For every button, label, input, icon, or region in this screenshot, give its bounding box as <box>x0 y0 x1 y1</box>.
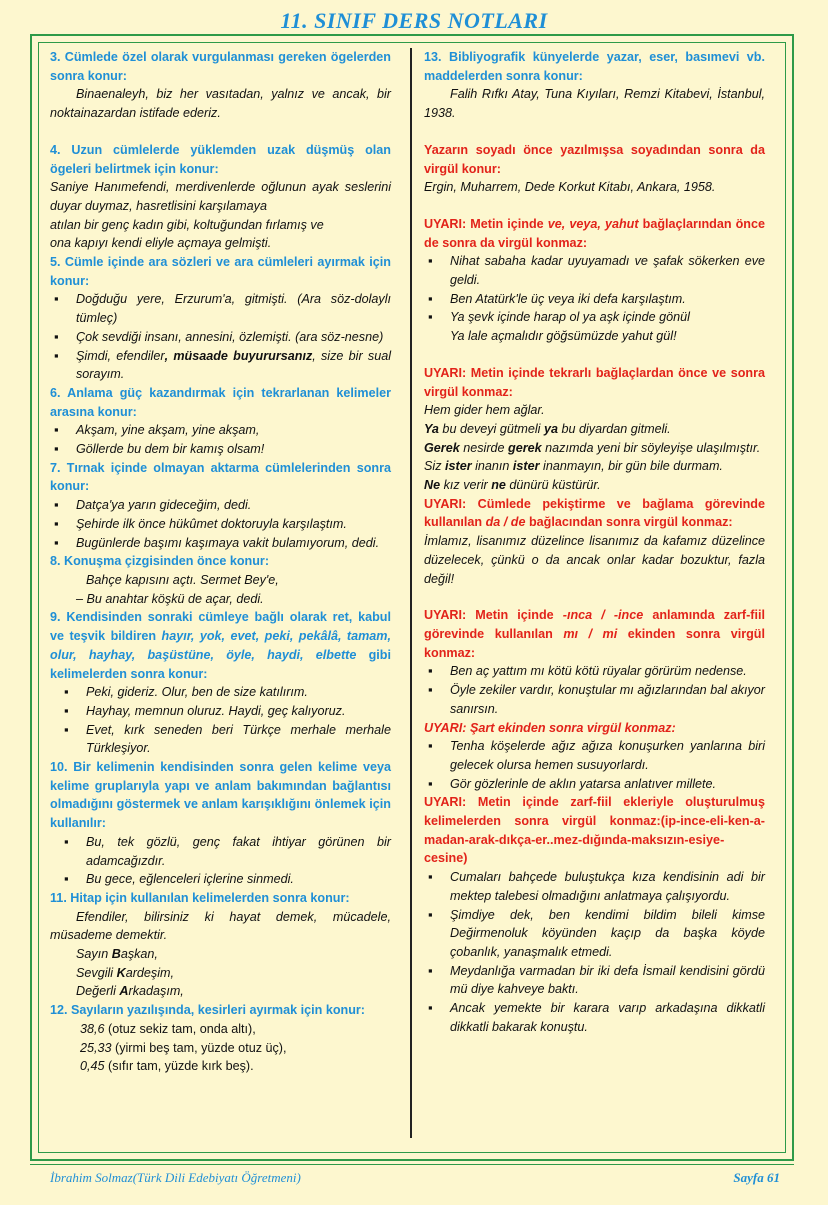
rule-3-example: Binaenaleyh, biz her vasıtadan, yalnız ve ancak, bir noktainazardan istifade ederiz. <box>50 87 391 121</box>
address-2: Sevgili Kardeşim, <box>76 965 175 980</box>
footer-author: İbrahim Solmaz(Türk Dili Edebiyatı Öğretmeni) <box>50 1170 301 1185</box>
list-item: ▪ Öyle zekiler vardır, konuştular mı ağızlarından bal akıyor sanırsın. <box>424 681 765 718</box>
number-3: 0,45 (sıfır tam, yüzde kırk beş). <box>80 1059 254 1074</box>
warning-6-heading: UYARI: Metin içinde zarf-fiil ekleriyle oluşturulmuş kelimelerden sonra virgül konmaz:(ip-ince-eli-ken-a-madan-arak-dıkça-er..mez-dığında-maksızın-esiye-cesine) <box>424 795 765 866</box>
warning-4-heading: UYARI: Metin içinde -ınca / -ince anlamında zarf-fiil görevinde kullanılan mı / mi ekinden sonra virgül konmaz: <box>424 608 765 660</box>
list-item: ▪ Cumaları bahçede buluştukça kıza kendisinin adi bir mektep talebesi olmadığını anlatmaya çalışıyordu. <box>424 868 765 905</box>
list-item: ▪ Şimdiye dek, ben kendimi bildim bileli kimse Değirmenoluk köyünden kaçıp da başka köyde çobanlık, yanaşmalık etmedi. <box>424 906 765 962</box>
list-item: ▪ Gör gözlerinle de aklın yatarsa anlatıver millete. <box>424 775 765 794</box>
number-2: 25,33 (yirmi beş tam, yüzde otuz üç), <box>80 1040 287 1055</box>
surname-heading: Yazarın soyadı önce yazılmışsa soyadından sonra da virgül konur: <box>424 142 765 176</box>
right-column <box>424 48 765 1036</box>
rule-13-heading: 13. Bibliyografik künyelerde yazar, eser, basımevi vb. maddelerden sonra konur: <box>424 50 765 83</box>
list-item: ▪ Şehirde ilk önce hükûmet doktoruyla karşılaştım. <box>50 515 391 534</box>
rule-8-heading: 8. Konuşma çizgisinden önce konur: <box>50 554 270 569</box>
rule-4-heading: 4. Uzun cümlelerde yüklemden uzak düşmüş olan ögeleri belirtmek için konur: <box>50 142 391 176</box>
list-item: ▪ Peki, gideriz. Olur, ben de size katılırım. <box>50 683 391 702</box>
warning-2-line-3: Gerek nesirde gerek nazımda yeni bir söyleyişe ulaşılmıştır. <box>424 440 761 455</box>
list-item: ▪ Bu, tek gözlü, genç fakat ihtiyar görünen bir adamcağızdır. <box>50 833 391 870</box>
list-item: ▪ Şimdi, efendiler, müsaade buyurursanız, size bir sual sorayım. <box>50 347 391 384</box>
number-1: 38,6 (otuz sekiz tam, onda altı), <box>80 1021 256 1036</box>
list-item: ▪ Hayhay, memnun oluruz. Haydi, geç kalıyoruz. <box>50 702 391 721</box>
list-item: ▪ Datça'ya yarın gideceğim, dedi. <box>50 496 391 515</box>
rule-11-example: Efendiler, bilirsiniz ki hayat demek, mücadele, müsademe demektir. <box>50 909 391 943</box>
rule-8-example-2: – Bu anahtar köşkü de açar, dedi. <box>76 591 264 606</box>
rule-8-example-1: Bahçe kapısını açtı. Sermet Bey'e, <box>86 572 279 587</box>
list-item: ▪ Ancak yemekte bir karara varıp arkadaşına dikkatli dikkatli bakarak konuştu. <box>424 999 765 1036</box>
warning-2-line-1: Hem gider hem ağlar. <box>424 403 545 418</box>
warning-5-heading: UYARI: Şart ekinden sonra virgül konmaz: <box>424 720 676 735</box>
footer-rule <box>30 1164 794 1165</box>
address-1: Sayın Başkan, <box>76 947 158 962</box>
warning-2-line-5: Ne kız verir ne dünürü küstürür. <box>424 478 601 493</box>
rule-4-example-3: ona kapıyı kendi eliyle açmaya gelmişti. <box>50 236 272 251</box>
rule-4-example-1: Saniye Hanımefendi, merdivenlerde oğlunun ayak seslerini duyar duymaz, hasretlisini karşılamaya <box>50 180 391 213</box>
list-item: ▪ Bugünlerde başımı kaşımaya vakit bulamıyorum, dedi. <box>50 534 391 553</box>
list-item: ▪ Çok sevdiği insanı, annesini, özlemişti. (ara söz-nesne) <box>50 328 391 347</box>
rule-9-heading: 9. Kendisinden sonraki cümleye bağlı olarak ret, kabul ve teşvik bildiren hayır, yok, evet, peki, pekâlâ, tamam, olur, hayhay, başüstüne, öyle, haydi, elbette gibi kelimelerden sonra konur: <box>50 610 391 681</box>
list-item: ▪ Göllerde bu dem bir kamış olsam! <box>50 440 391 459</box>
list-item: ▪ Tenha köşelerde ağız ağıza konuşurken yanlarına biri gelecek olursa hemen susuyorlardı. <box>424 737 765 774</box>
list-item: ▪ Akşam, yine akşam, yine akşam, <box>50 421 391 440</box>
list-item: ▪ Ya şevk içinde harap ol ya aşk içinde gönül Ya lale açmalıdır göğsümüzde yahut gül! <box>424 308 765 345</box>
rule-10-heading: 10. Bir kelimenin kendisinden sonra gelen kelime veya kelime gruplarıyla yapı ve anlam bakımından bağlantısı olmadığını göstermek ve anlam karışıklığını önlemek için kullanılır: <box>50 760 391 831</box>
rule-13-example: Falih Rıfkı Atay, Tuna Kıyıları, Remzi Kitabevi, İstanbul, 1938. <box>424 87 765 121</box>
surname-example: Ergin, Muharrem, Dede Korkut Kitabı, Ankara, 1958. <box>424 180 716 195</box>
rule-6-heading: 6. Anlama güç kazandırmak için tekrarlanan kelimeler arasına konur: <box>50 385 391 419</box>
list-item: ▪ Ben aç yattım mı kötü kötü rüyalar görürüm nedense. <box>424 662 765 681</box>
warning-2-heading: UYARI: Metin içinde tekrarlı bağlaçlardan önce ve sonra virgül konmaz: <box>424 365 765 399</box>
warning-3-heading: UYARI: Cümlede pekiştirme ve bağlama görevinde kullanılan da / de bağlacından sonra virgül konmaz: <box>424 496 765 530</box>
rule-7-heading: 7. Tırnak içinde olmayan aktarma cümlelerinden sonra konur: <box>50 460 391 494</box>
warning-2-line-4: Siz ister inanın ister inanmayın, bir gün bile durmam. <box>424 459 723 474</box>
list-item: ▪ Nihat sabaha kadar uyuyamadı ve şafak sökerken eve geldi. <box>424 252 765 289</box>
rule-3-heading: 3. Cümlede özel olarak vurgulanması gereken ögelerden sonra konur: <box>50 50 391 83</box>
list-item: ▪ Evet, kırk seneden beri Türkçe merhale merhale Türkleşiyor. <box>50 721 391 758</box>
column-divider <box>410 48 412 1138</box>
rule-12-heading: 12. Sayıların yazılışında, kesirleri ayırmak için konur: <box>50 1003 365 1018</box>
warning-3-example: İmlamız, lisanımız düzelince lisanımız da kafamız düzelince düzelecek, çünkü o da ancak onlar kadar bozuktur, fazla değil! <box>424 534 765 586</box>
rule-5-heading: 5. Cümle içinde ara sözleri ve ara cümleleri ayırmak için konur: <box>50 255 391 288</box>
address-3: Değerli Arkadaşım, <box>76 984 184 999</box>
list-item: ▪ Meydanlığa varmadan bir iki defa İsmail kendisini gördü mü diye kahveye baktı. <box>424 962 765 999</box>
page-header: 11. SINIF DERS NOTLARI <box>280 8 548 33</box>
rule-4-example-2: atılan bir genç kadın gibi, koltuğundan fırlamış ve <box>50 217 324 232</box>
list-item: ▪ Doğduğu yere, Erzurum'a, gitmişti. (Ara söz-dolaylı tümleç) <box>50 290 391 327</box>
page-number: Sayfa 61 <box>733 1170 780 1185</box>
rule-11-heading: 11. Hitap için kullanılan kelimelerden sonra konur: <box>50 890 350 905</box>
warning-2-line-2: Ya bu deveyi gütmeli ya bu diyardan gitmeli. <box>424 421 671 436</box>
left-column <box>50 48 391 1076</box>
warning-1-heading: UYARI: Metin içinde ve, veya, yahut bağlaçlarından önce de sonra da virgül konmaz: <box>424 216 766 250</box>
list-item: ▪ Ben Atatürk'le üç veya iki defa karşılaştım. <box>424 290 765 309</box>
list-item: ▪ Bu gece, eğlenceleri içlerine sinmedi. <box>50 870 391 889</box>
